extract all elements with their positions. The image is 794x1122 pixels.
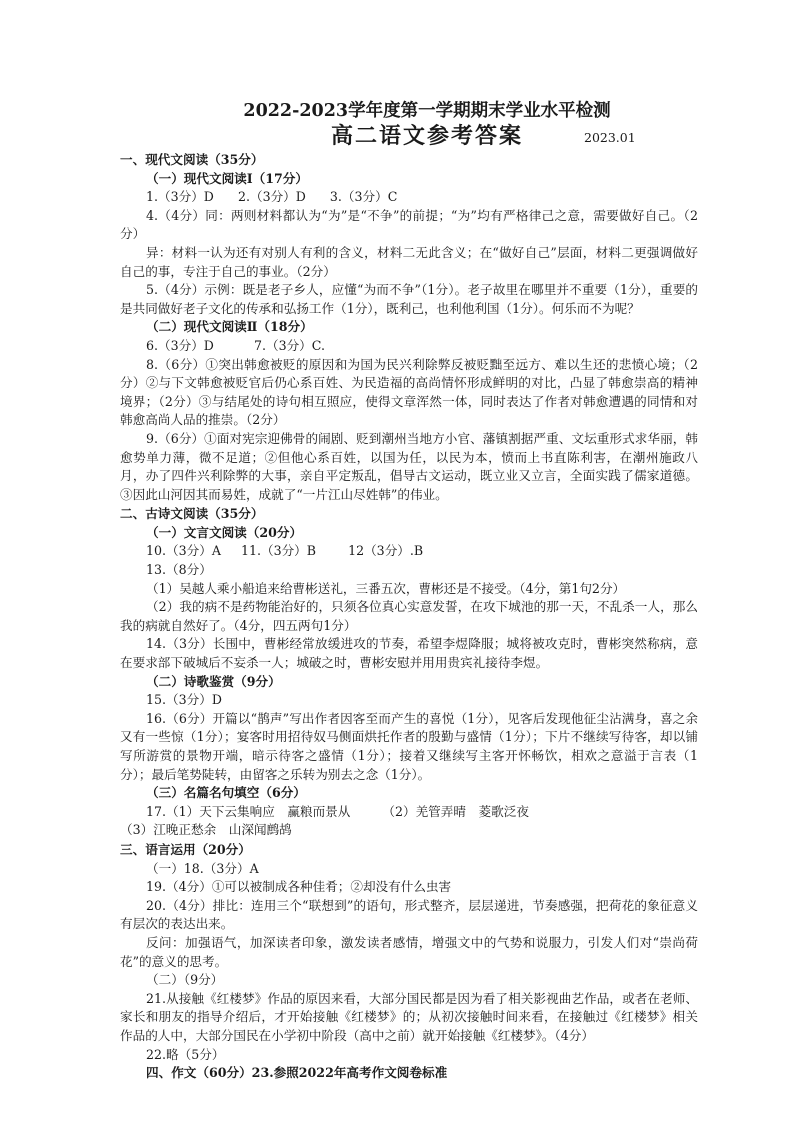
answer-q22: 22.略（5分） [146,1046,225,1062]
subtitle-row [156,122,698,150]
section-4-heading: 四、作文（60分）23.参照2022年高考作文阅卷标准 [146,1065,448,1081]
doc-date: 2023.01 [584,130,636,145]
answer-q16: 16.（6分）开篇以“鹊声”写出作者因客至而产生的喜悦（1分），见客后发现他征尘沾满身，喜之余又有一些惊（1分）；宴客时用招待奴马侧面烘托作者的殷勤与盛情（1分）；下片不继续写待客，却以铺写所游赏的景物开端，暗示待客之盛情（1分）；接着又继续写主客开怀畅饮，相欢之意溢于言表（1分）；最后笔势陡转，由留客之乐转为别去之念（1分）。 [120,710,698,782]
answer-q20-parallelism: 20.（4分）排比：连用三个“联想到”的语句，形式整齐，层层递进，节奏感强，把荷花的象征意义有层次的表达出来。 [120,897,698,932]
section-3-sub2: （二）（9分） [146,972,224,988]
answer-q13-1: （1）吴越人乘小船追来给曹彬送礼，三番五次，曹彬还是不接受。（4分，第1句2分） [146,580,626,596]
answer-q10: 10.（3分）A [146,543,221,559]
answer-q17-3: （3）江晚正愁余 山深闻鹧鸪 [120,822,292,838]
answer-q12: 12（3分）.B [348,543,424,559]
section-2-sub1: （一）文言文阅读（20分） [146,524,303,540]
answer-q17-2: （2）羌管弄晴 菱歌泛夜 [382,803,529,819]
section-3-heading: 三、语言运用（20分） [120,841,251,857]
answer-q13-2: （2）我的病不是药物能治好的，只须各位真心实意发誓，在攻下城池的那一天，不乱杀一人，那么我的病就自然好了。（4分，四五两句1分） [120,599,698,633]
answer-q19: 19.（4分）①可以被制成各种佳肴；②却没有什么虫害 [146,879,452,895]
answer-q6: 6.（3分）D [146,337,214,353]
section-1-sub1: （一）现代文阅读Ⅰ（17分） [146,170,308,186]
section-2-sub2: （二）诗歌鉴赏（9分） [146,673,281,689]
section-1-heading: 一、现代文阅读（35分） [120,152,264,167]
answer-q7: 7.（3分）C. [253,337,325,353]
section-1-sub2: （二）现代文阅读Ⅱ（18分） [146,319,313,335]
answer-row-10-12 [120,542,698,561]
answer-q4-same: 4.（4分）同：两则材料都认为“为”是“不争”的前提；“为”均有严格律己之意，需要做好自己。（2分） [120,207,698,242]
answer-q5: 5.（4分）示例：既是老子乡人，应懂“为而不争”（1分）。老子故里在哪里并不重要（1分），重要的是共同做好老子文化的传承和弘扬工作（1分），既利己，也利他利国（1分）。何乐而不为呢？ [120,282,698,316]
answer-q11: 11.（3分）B [240,543,317,559]
answer-q17-1: 17.（1）天下云集响应 赢粮而景从 [146,803,351,819]
answer-q14: 14.（3分）长围中，曹彬经常放缓进攻的节奏，希望李煜降服；城将被攻克时，曹彬突然称病，意在要求部下破城后不妄杀一人；城破之时，曹彬安慰并用用贵宾礼接待李煜。 [120,636,698,671]
answer-q15: 15.（3分）D [146,692,222,708]
doc-title: 2022-2023学年度第一学期期末学业水平检测 [243,101,611,121]
answer-row-17 [120,803,698,822]
answer-row-6-7 [120,337,698,356]
answer-q1: 1.（3分）D [146,189,214,205]
answer-q4-diff: 异：材料一认为还有对别人有利的含义，材料二无此含义；在“做好自己”层面，材料二更强调做好自己的事，专注于自己的事业。（2分） [120,244,698,279]
answer-q18: （一）18.（3分）A [146,860,259,876]
answer-q9: 9.（6分）①面对宪宗迎佛骨的闹剧、贬到潮州当地方小官、藩镇割据严重、文坛重形式求华丽，韩愈势单力薄，微不足道；②但他心系百姓，以国为任，以民为本，愤而上书直陈利害，在潮州施政八月，办了四件兴利除弊的大事，亲自平定叛乱，倡导古文运动，既立业又立言，全面实践了儒家道德。③因此山河因其而易姓，成就了“一片江山尽姓韩”的伟业。 [120,430,698,502]
answer-q20-rhetorical: 反问：加强语气，加深读者印象，激发读者感情，增强文中的气势和说服力，引发人们对“崇尚荷花”的意义的思考。 [120,934,698,969]
section-2-heading: 二、古诗文阅读（35分） [120,506,264,522]
answer-q13: 13.（8分） [146,562,212,578]
answer-q3: 3.（3分）C [329,189,398,205]
section-2-sub3: （三）名篇名句填空（6分） [146,785,306,801]
answer-q8: 8.（6分）①突出韩愈被贬的原因和为国为民兴利除弊反被贬黜至远方、难以生还的悲愤心境；（2分）②与下文韩愈被贬官后仍心系百姓、为民造福的高尚情怀形成鲜明的对比，凸显了韩愈崇高的精神境界；（2分）③与结尾处的诗句相互照应，使得文章浑然一体，同时表达了作者对韩愈遭遇的同情和对韩愈高尚人品的推崇。（2分） [120,356,698,428]
doc-subtitle: 高二语文参考答案 [330,123,523,149]
answer-q21: 21.从接触《红楼梦》作品的原因来看，大部分国民都是因为看了相关影视曲艺作品，或者在老师、家长和朋友的指导介绍后，才开始接触《红楼梦》的；从初次接触时间来看，在接触过《红楼梦》相关作品的人中，大部分国民在小学初中阶段（高中之前）就开始接触《红楼梦》。（4分） [120,990,698,1043]
answer-q2: 2.（3分）D [237,189,306,205]
answer-row-1-3 [120,188,698,207]
